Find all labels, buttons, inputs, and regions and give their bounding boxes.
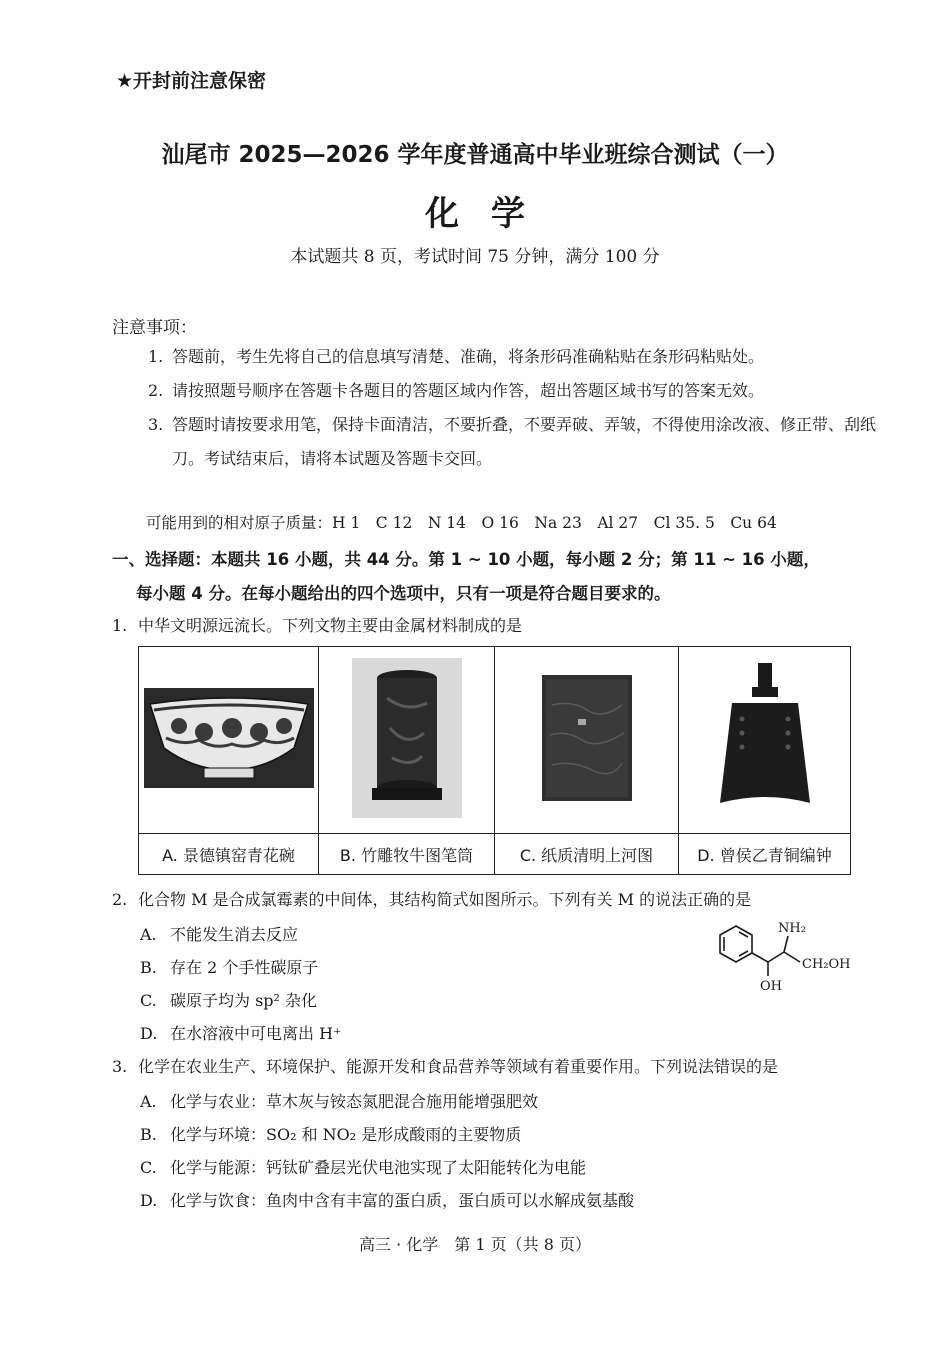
option-text: 在水溶液中可电离出 H⁺ <box>170 1024 342 1043</box>
option-letter: B. <box>339 845 356 865</box>
option-text: 化学与环境：SO₂ 和 NO₂ 是形成酸雨的主要物质 <box>170 1125 522 1144</box>
option-d-image-cell <box>679 647 851 834</box>
hydroxyl-label: OH <box>760 979 782 994</box>
question-number: 2. <box>112 890 128 909</box>
question-1-stem <box>112 616 522 636</box>
subject-title: 化学 <box>425 194 557 234</box>
question-3-option-c <box>140 1155 586 1178</box>
page-footer: 高三 · 化学 第 1 页（共 8 页） <box>359 1235 591 1254</box>
option-text: 存在 2 个手性碳原子 <box>170 958 319 977</box>
notice-item <box>148 340 868 374</box>
question-1-options-table <box>138 646 851 875</box>
paper-scroll-painting-icon <box>542 675 632 801</box>
option-letter: A. <box>140 925 157 944</box>
option-text: 不能发生消去反应 <box>170 925 299 944</box>
seal-notice: ★开封前注意保密 <box>116 70 267 92</box>
option-b-caption <box>319 834 495 875</box>
amino-group-label: NH₂ <box>778 921 806 936</box>
compound-m-structure <box>712 912 862 996</box>
option-text: 碳原子均为 sp² 杂化 <box>170 991 318 1010</box>
notice-number: 1. <box>148 347 164 366</box>
option-letter: C. <box>140 991 157 1010</box>
section-heading-line2: 每小题 4 分。在每小题给出的四个选项中，只有一项是符合题目要求的。 <box>136 584 671 603</box>
option-letter: C. <box>519 845 537 865</box>
section-heading <box>112 543 852 611</box>
option-a-caption <box>139 834 319 875</box>
section-heading-line1: 一、选择题：本题共 16 小题，共 44 分。第 1 ~ 10 小题，每小题 2 分；第 11 ~ 16 小题， <box>112 550 820 569</box>
option-letter: D. <box>697 845 715 865</box>
notice-item <box>148 408 892 476</box>
question-2-option-d <box>140 1021 342 1044</box>
option-text: 景德镇窑青花碗 <box>182 845 295 865</box>
notice-item <box>148 374 868 408</box>
exam-info: 本试题共 8 页，考试时间 75 分钟，满分 100 分 <box>290 247 660 267</box>
atomic-masses: 可能用到的相对原子质量：H 1 C 12 N 14 O 16 Na 23 Al 27 Cl 35. 5 Cu 64 <box>146 514 777 532</box>
bamboo-brush-pot-icon <box>352 658 462 818</box>
option-letter: B. <box>140 958 157 977</box>
question-3-option-d <box>140 1188 634 1211</box>
exam-title: 汕尾市 2025—2026 学年度普通高中毕业班综合测试（一） <box>161 142 789 168</box>
porcelain-bowl-icon <box>144 688 314 788</box>
question-number: 3. <box>112 1057 128 1076</box>
option-b-image-cell <box>319 647 495 834</box>
option-text: 纸质清明上河图 <box>541 845 654 865</box>
option-letter: D. <box>140 1024 158 1043</box>
option-text: 化学与饮食：鱼肉中含有丰富的蛋白质，蛋白质可以水解成氨基酸 <box>170 1191 635 1210</box>
bronze-bell-icon <box>710 663 820 813</box>
option-text: 竹雕牧牛图笔筒 <box>361 845 474 865</box>
notice-text: 请按照题号顺序在答题卡各题目的答题区域内作答，超出答题区域书写的答案无效。 <box>172 381 765 400</box>
question-text: 化学在农业生产、环境保护、能源开发和食品营养等领域有着重要作用。下列说法错误的是 <box>138 1057 779 1076</box>
question-3-option-b <box>140 1122 521 1145</box>
option-letter: D. <box>140 1191 158 1210</box>
option-text: 化学与能源：钙钛矿叠层光伏电池实现了太阳能转化为电能 <box>170 1158 587 1177</box>
question-3-stem <box>112 1057 778 1077</box>
question-2-option-a <box>140 922 298 945</box>
option-c-caption <box>495 834 679 875</box>
notice-text: 答题时请按要求用笔，保持卡面清洁，不要折叠，不要弄破、弄皱，不得使用涂改液、修正带、刮纸刀。考试结束后，请将本试题及答题卡交回。 <box>172 415 877 468</box>
option-d-caption <box>679 834 851 875</box>
option-letter: A. <box>162 845 178 865</box>
notice-heading: 注意事项： <box>112 318 197 338</box>
question-2-option-b <box>140 955 318 978</box>
option-text: 化学与农业：草木灰与铵态氮肥混合施用能增强肥效 <box>170 1092 539 1111</box>
notice-number: 3. <box>148 415 164 434</box>
question-3-option-a <box>140 1089 538 1112</box>
question-2-option-c <box>140 988 317 1011</box>
option-letter: A. <box>140 1092 157 1111</box>
question-text: 中华文明源远流长。下列文物主要由金属材料制成的是 <box>138 616 523 635</box>
hydroxymethyl-label: CH₂OH <box>802 957 851 972</box>
question-2-stem <box>112 890 751 910</box>
question-number: 1. <box>112 616 128 635</box>
option-letter: C. <box>140 1158 157 1177</box>
notice-text: 答题前，考生先将自己的信息填写清楚、准确，将条形码准确粘贴在条形码粘贴处。 <box>172 347 765 366</box>
option-a-image-cell <box>139 647 319 834</box>
notice-number: 2. <box>148 381 164 400</box>
option-text: 曾侯乙青铜编钟 <box>719 845 832 865</box>
question-text: 化合物 M 是合成氯霉素的中间体，其结构简式如图所示。下列有关 M 的说法正确的是 <box>138 890 752 909</box>
option-letter: B. <box>140 1125 157 1144</box>
option-c-image-cell <box>495 647 679 834</box>
